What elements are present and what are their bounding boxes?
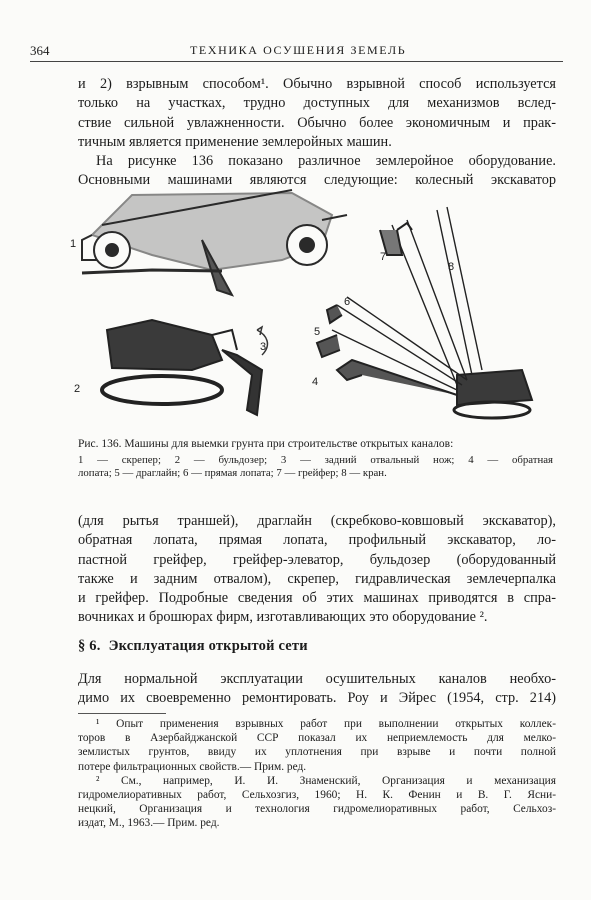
footnote-line: гидромелиоративных работ, Сельхозгиз, 1960; Н. К. Фенин и В. Г. Ясни- — [78, 789, 556, 802]
footnote-2 — [78, 774, 556, 831]
paragraph-line: На рисунке 136 показано различное землеройное оборудование. — [96, 153, 556, 169]
paragraph-line: вочниках и брошюрах фирм, изготавливающих это оборудование ². — [78, 609, 488, 626]
paragraph-line: ствие сильной увлажненности. Обычно более экономичным и прак- — [78, 114, 556, 131]
excavator-crane-drawing — [317, 207, 532, 418]
bulldozer-drawing — [102, 320, 262, 415]
paragraph-line: тичным является применение землеройных машин. — [78, 133, 392, 150]
scraper-drawing — [82, 190, 347, 295]
section-number: § 6. — [78, 638, 101, 654]
header-rule — [30, 61, 563, 62]
paragraph-1 — [78, 75, 556, 152]
paragraph-line: также и задним отвалом), скрепер, гидравлическая землечерпалка — [78, 570, 556, 587]
figure-label: 7 — [380, 251, 387, 263]
paragraph-line: димо их своевременно ремонтировать. Роу и Эйрес (1954, стр. 214) — [78, 690, 556, 707]
figure-label: 3 — [260, 341, 267, 353]
footnotes — [78, 717, 556, 831]
paragraph-line: обратная лопата, прямая лопата, профильный экскаватор, ло- — [78, 532, 556, 549]
footnote-line: потере фильтрационных свойств.— Прим. ред. — [78, 760, 307, 773]
legend-line: лопата; 5 — драглайн; 6 — прямая лопата; 7 — грейфер; 8 — кран. — [78, 467, 387, 479]
footnote-line: ² См., например, И. И. Знаменский, Организация и механизация — [96, 774, 556, 787]
footnote-line: торов в Азербайджанской ССР показал их неприемлемость для мелко- — [78, 732, 556, 745]
paragraph-line: и 2) взрывным способом¹. Обычно взрывной способ используется — [78, 76, 556, 92]
footnote-line: ¹ Опыт применения взрывных работ при выполнении открытых коллек- — [96, 718, 556, 730]
paragraph-line: Основными машинами являются следующие: колесный экскаватор — [78, 172, 556, 189]
paragraph-4 — [78, 670, 556, 709]
page-number: 364 — [30, 43, 50, 58]
figure-label: 4 — [312, 376, 319, 388]
figure-136-machines-illustration — [62, 185, 547, 425]
footnote-rule — [78, 713, 166, 714]
paragraph-line: только на участках, трудно доступных для механизмов вслед- — [78, 95, 556, 112]
caption-title: Рис. 136. Машины для выемки грунта при строительстве открытых каналов: — [78, 438, 454, 450]
figure-label: 5 — [314, 326, 321, 338]
figure-legend — [78, 454, 553, 480]
figure-label: 1 — [70, 238, 77, 250]
paragraph-line: Для нормальной эксплуатации осушительных каналов необхо- — [78, 671, 556, 687]
legend-line: 1 — скрепер; 2 — бульдозер; 3 — задний отвальный нож; 4 — обратная — [78, 454, 553, 466]
footnote-line: землистых грунтов, ввиду их уплотнения при взрыве и почти полной — [78, 746, 556, 759]
figure-label: 8 — [448, 261, 455, 273]
section-title: Эксплуатация открытой сети — [108, 638, 308, 654]
paragraph-line: пастной грейфер, грейфер-элеватор, бульдозер (оборудованный — [78, 551, 556, 568]
footnote-line: нецкий, Организация и технология гидромелиоративных работ, Сельхоз- — [78, 803, 556, 816]
paragraph-line: и грейфер. Подробные сведения об этих машинах приводятся в спра- — [78, 590, 556, 607]
figure-caption — [78, 437, 553, 480]
section-heading — [78, 638, 308, 655]
paragraph-line: (для рытья траншей), драглайн (скребково-ковшовый экскаватор), — [78, 513, 556, 529]
footnote-line: издат, М., 1963.— Прим. ред. — [78, 817, 220, 830]
figure-label: 6 — [344, 296, 351, 308]
running-head: ТЕХНИКА ОСУШЕНИЯ ЗЕМЕЛЬ — [190, 43, 407, 57]
paragraph-3 — [78, 512, 556, 628]
footnote-1 — [78, 717, 556, 774]
figure-label: 2 — [74, 383, 81, 395]
